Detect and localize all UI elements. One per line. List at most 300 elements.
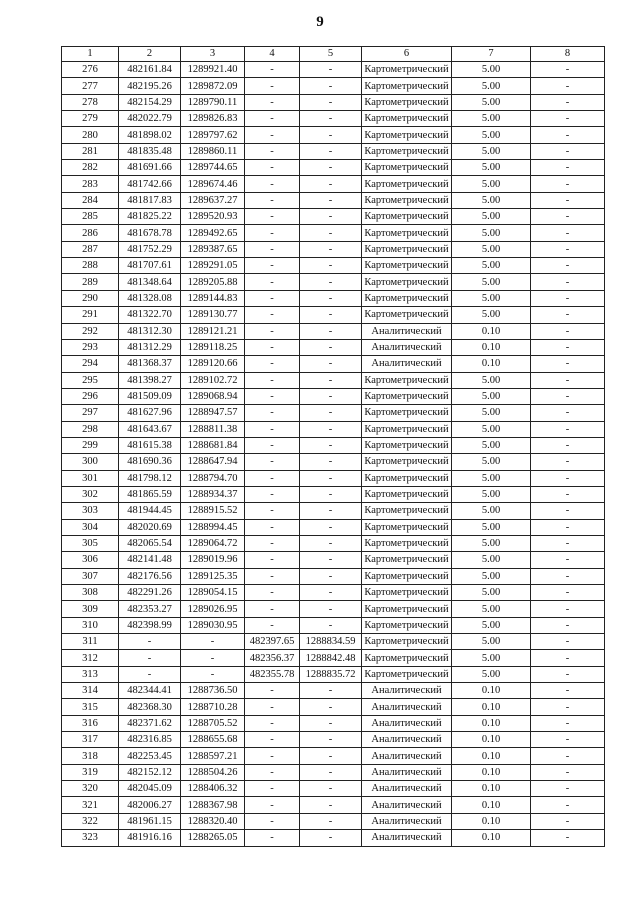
cell-method: Аналитический: [362, 830, 452, 846]
cell-y-new-coordinate: -: [300, 241, 362, 257]
column-header-note: 8: [531, 47, 605, 62]
cell-x-coordinate: 481312.29: [119, 339, 181, 355]
cell-note: -: [531, 127, 605, 143]
cell-accuracy: 0.10: [452, 813, 531, 829]
cell-point-number: 309: [62, 601, 119, 617]
cell-method: Картометрический: [362, 62, 452, 78]
cell-note: -: [531, 143, 605, 159]
cell-y-coordinate: 1289872.09: [181, 78, 245, 94]
cell-point-number: 293: [62, 339, 119, 355]
cell-note: -: [531, 62, 605, 78]
cell-y-coordinate: 1289102.72: [181, 372, 245, 388]
cell-note: -: [531, 650, 605, 666]
cell-y-coordinate: 1288367.98: [181, 797, 245, 813]
cell-x-coordinate: 482141.48: [119, 552, 181, 568]
cell-note: -: [531, 388, 605, 404]
cell-note: -: [531, 258, 605, 274]
cell-note: -: [531, 781, 605, 797]
cell-method: Картометрический: [362, 160, 452, 176]
cell-method: Картометрический: [362, 634, 452, 650]
cell-y-coordinate: 1289054.15: [181, 585, 245, 601]
cell-y-coordinate: 1289019.96: [181, 552, 245, 568]
cell-x-coordinate: 481368.37: [119, 356, 181, 372]
cell-point-number: 287: [62, 241, 119, 257]
cell-y-coordinate: 1288504.26: [181, 764, 245, 780]
cell-y-coordinate: 1289026.95: [181, 601, 245, 617]
cell-x-new-coordinate: 482355.78: [245, 666, 300, 682]
table-row: [62, 732, 605, 748]
cell-y-new-coordinate: -: [300, 372, 362, 388]
cell-x-coordinate: 481916.16: [119, 830, 181, 846]
cell-method: Картометрический: [362, 241, 452, 257]
cell-x-new-coordinate: -: [245, 813, 300, 829]
cell-point-number: 313: [62, 666, 119, 682]
cell-point-number: 302: [62, 486, 119, 502]
cell-y-new-coordinate: -: [300, 732, 362, 748]
cell-accuracy: 5.00: [452, 290, 531, 306]
cell-point-number: 277: [62, 78, 119, 94]
cell-y-new-coordinate: -: [300, 568, 362, 584]
cell-point-number: 284: [62, 192, 119, 208]
table-row: [62, 160, 605, 176]
table-row: [62, 601, 605, 617]
cell-y-coordinate: -: [181, 650, 245, 666]
cell-x-coordinate: 482022.79: [119, 111, 181, 127]
cell-accuracy: 5.00: [452, 241, 531, 257]
cell-point-number: 314: [62, 683, 119, 699]
cell-method: Картометрический: [362, 176, 452, 192]
cell-x-new-coordinate: -: [245, 601, 300, 617]
cell-accuracy: 5.00: [452, 601, 531, 617]
cell-x-new-coordinate: -: [245, 764, 300, 780]
cell-x-coordinate: 482344.41: [119, 683, 181, 699]
table-row: [62, 568, 605, 584]
cell-accuracy: 0.10: [452, 339, 531, 355]
cell-accuracy: 5.00: [452, 127, 531, 143]
cell-accuracy: 5.00: [452, 486, 531, 502]
table-row: [62, 830, 605, 846]
cell-method: Картометрический: [362, 650, 452, 666]
cell-y-new-coordinate: -: [300, 601, 362, 617]
cell-x-new-coordinate: -: [245, 209, 300, 225]
cell-x-coordinate: 481865.59: [119, 486, 181, 502]
cell-y-coordinate: 1288915.52: [181, 503, 245, 519]
table-row: [62, 225, 605, 241]
cell-x-new-coordinate: -: [245, 699, 300, 715]
cell-note: -: [531, 225, 605, 241]
cell-x-coordinate: 481752.29: [119, 241, 181, 257]
cell-point-number: 304: [62, 519, 119, 535]
table-row: [62, 127, 605, 143]
cell-point-number: 306: [62, 552, 119, 568]
cell-x-new-coordinate: -: [245, 486, 300, 502]
cell-accuracy: 0.10: [452, 830, 531, 846]
cell-y-coordinate: 1289121.21: [181, 323, 245, 339]
table-row: [62, 519, 605, 535]
table-row: [62, 486, 605, 502]
cell-x-new-coordinate: -: [245, 258, 300, 274]
cell-accuracy: 5.00: [452, 650, 531, 666]
cell-point-number: 285: [62, 209, 119, 225]
table-row: [62, 258, 605, 274]
cell-method: Картометрический: [362, 78, 452, 94]
cell-point-number: 312: [62, 650, 119, 666]
cell-point-number: 283: [62, 176, 119, 192]
cell-x-new-coordinate: -: [245, 781, 300, 797]
cell-point-number: 296: [62, 388, 119, 404]
cell-note: -: [531, 78, 605, 94]
cell-point-number: 290: [62, 290, 119, 306]
table-row: [62, 290, 605, 306]
cell-x-coordinate: 481798.12: [119, 470, 181, 486]
cell-accuracy: 5.00: [452, 258, 531, 274]
cell-y-coordinate: 1289291.05: [181, 258, 245, 274]
cell-x-coordinate: 481944.45: [119, 503, 181, 519]
cell-y-new-coordinate: -: [300, 127, 362, 143]
cell-accuracy: 5.00: [452, 111, 531, 127]
cell-accuracy: 0.10: [452, 699, 531, 715]
cell-note: -: [531, 813, 605, 829]
cell-y-new-coordinate: -: [300, 160, 362, 176]
cell-x-new-coordinate: -: [245, 241, 300, 257]
cell-y-coordinate: 1289826.83: [181, 111, 245, 127]
cell-y-new-coordinate: -: [300, 715, 362, 731]
cell-y-coordinate: 1288947.57: [181, 405, 245, 421]
cell-y-coordinate: -: [181, 666, 245, 682]
cell-note: -: [531, 634, 605, 650]
cell-note: -: [531, 274, 605, 290]
cell-note: -: [531, 666, 605, 682]
cell-note: -: [531, 94, 605, 110]
cell-y-coordinate: 1288710.28: [181, 699, 245, 715]
table-row: [62, 78, 605, 94]
cell-x-new-coordinate: -: [245, 111, 300, 127]
cell-y-new-coordinate: -: [300, 356, 362, 372]
cell-method: Аналитический: [362, 748, 452, 764]
table-body: [62, 62, 605, 847]
cell-method: Картометрический: [362, 470, 452, 486]
cell-x-new-coordinate: -: [245, 715, 300, 731]
cell-note: -: [531, 192, 605, 208]
cell-y-new-coordinate: -: [300, 830, 362, 846]
cell-x-coordinate: 482353.27: [119, 601, 181, 617]
cell-x-coordinate: 481961.15: [119, 813, 181, 829]
cell-point-number: 298: [62, 421, 119, 437]
cell-x-coordinate: 481898.02: [119, 127, 181, 143]
cell-note: -: [531, 176, 605, 192]
table-row: [62, 176, 605, 192]
cell-point-number: 279: [62, 111, 119, 127]
cell-note: -: [531, 699, 605, 715]
cell-y-coordinate: 1289205.88: [181, 274, 245, 290]
cell-point-number: 295: [62, 372, 119, 388]
cell-y-coordinate: 1288655.68: [181, 732, 245, 748]
cell-accuracy: 0.10: [452, 683, 531, 699]
cell-x-coordinate: 481627.96: [119, 405, 181, 421]
cell-note: -: [531, 715, 605, 731]
cell-point-number: 276: [62, 62, 119, 78]
table-row: [62, 781, 605, 797]
cell-method: Картометрический: [362, 274, 452, 290]
cell-method: Картометрический: [362, 209, 452, 225]
cell-point-number: 317: [62, 732, 119, 748]
table-row: [62, 405, 605, 421]
table-row: [62, 437, 605, 453]
cell-x-coordinate: 481678.78: [119, 225, 181, 241]
cell-point-number: 280: [62, 127, 119, 143]
cell-point-number: 322: [62, 813, 119, 829]
page-number: 9: [316, 14, 324, 30]
cell-x-new-coordinate: -: [245, 372, 300, 388]
cell-note: -: [531, 535, 605, 551]
cell-note: -: [531, 405, 605, 421]
cell-x-coordinate: 481690.36: [119, 454, 181, 470]
cell-x-new-coordinate: -: [245, 78, 300, 94]
cell-accuracy: 5.00: [452, 470, 531, 486]
cell-y-new-coordinate: -: [300, 486, 362, 502]
table-row: [62, 62, 605, 78]
cell-accuracy: 5.00: [452, 454, 531, 470]
cell-note: -: [531, 503, 605, 519]
cell-note: -: [531, 437, 605, 453]
cell-note: -: [531, 830, 605, 846]
cell-y-new-coordinate: -: [300, 552, 362, 568]
cell-accuracy: 5.00: [452, 143, 531, 159]
cell-y-coordinate: 1289125.35: [181, 568, 245, 584]
table-row: [62, 192, 605, 208]
cell-note: -: [531, 617, 605, 633]
cell-y-new-coordinate: 1288835.72: [300, 666, 362, 682]
cell-x-coordinate: 481742.66: [119, 176, 181, 192]
table-row: [62, 748, 605, 764]
cell-accuracy: 5.00: [452, 388, 531, 404]
cell-accuracy: 0.10: [452, 781, 531, 797]
cell-accuracy: 5.00: [452, 519, 531, 535]
cell-x-coordinate: 481707.61: [119, 258, 181, 274]
cell-y-coordinate: 1289144.83: [181, 290, 245, 306]
cell-y-new-coordinate: -: [300, 388, 362, 404]
cell-method: Картометрический: [362, 601, 452, 617]
cell-x-new-coordinate: -: [245, 192, 300, 208]
cell-accuracy: 0.10: [452, 715, 531, 731]
cell-x-coordinate: -: [119, 634, 181, 650]
cell-x-coordinate: 482371.62: [119, 715, 181, 731]
cell-accuracy: 5.00: [452, 94, 531, 110]
cell-x-coordinate: 481835.48: [119, 143, 181, 159]
cell-method: Картометрический: [362, 225, 452, 241]
cell-method: Картометрический: [362, 421, 452, 437]
cell-y-coordinate: 1288265.05: [181, 830, 245, 846]
cell-accuracy: 0.10: [452, 797, 531, 813]
cell-y-new-coordinate: -: [300, 192, 362, 208]
cell-method: Картометрический: [362, 372, 452, 388]
cell-y-new-coordinate: -: [300, 78, 362, 94]
cell-x-coordinate: 481348.64: [119, 274, 181, 290]
cell-method: Картометрический: [362, 568, 452, 584]
cell-x-coordinate: 482161.84: [119, 62, 181, 78]
cell-x-new-coordinate: -: [245, 339, 300, 355]
cell-point-number: 305: [62, 535, 119, 551]
cell-note: -: [531, 421, 605, 437]
cell-accuracy: 0.10: [452, 748, 531, 764]
cell-y-new-coordinate: -: [300, 62, 362, 78]
cell-x-coordinate: 482065.54: [119, 535, 181, 551]
cell-point-number: 310: [62, 617, 119, 633]
cell-accuracy: 5.00: [452, 209, 531, 225]
table-row: [62, 552, 605, 568]
cell-method: Картометрический: [362, 94, 452, 110]
cell-y-new-coordinate: -: [300, 454, 362, 470]
cell-note: -: [531, 111, 605, 127]
table-row: [62, 585, 605, 601]
cell-accuracy: 0.10: [452, 356, 531, 372]
cell-x-coordinate: 482253.45: [119, 748, 181, 764]
cell-y-new-coordinate: -: [300, 94, 362, 110]
cell-y-coordinate: 1289068.94: [181, 388, 245, 404]
cell-y-new-coordinate: -: [300, 699, 362, 715]
cell-note: -: [531, 307, 605, 323]
column-header-x-new-coordinate: 4: [245, 47, 300, 62]
cell-x-new-coordinate: -: [245, 437, 300, 453]
cell-accuracy: 0.10: [452, 323, 531, 339]
cell-y-new-coordinate: -: [300, 258, 362, 274]
cell-x-new-coordinate: -: [245, 94, 300, 110]
table-row: [62, 503, 605, 519]
cell-note: -: [531, 519, 605, 535]
cell-note: -: [531, 748, 605, 764]
cell-y-new-coordinate: -: [300, 797, 362, 813]
table-row: [62, 339, 605, 355]
cell-accuracy: 5.00: [452, 274, 531, 290]
cell-x-new-coordinate: -: [245, 62, 300, 78]
cell-y-new-coordinate: -: [300, 683, 362, 699]
cell-method: Картометрический: [362, 585, 452, 601]
cell-x-new-coordinate: -: [245, 225, 300, 241]
cell-accuracy: 5.00: [452, 372, 531, 388]
cell-method: Картометрический: [362, 111, 452, 127]
cell-x-coordinate: 482368.30: [119, 699, 181, 715]
cell-note: -: [531, 601, 605, 617]
cell-method: Картометрический: [362, 519, 452, 535]
cell-accuracy: 0.10: [452, 764, 531, 780]
cell-accuracy: 5.00: [452, 192, 531, 208]
cell-x-new-coordinate: -: [245, 568, 300, 584]
cell-method: Аналитический: [362, 732, 452, 748]
cell-y-new-coordinate: -: [300, 503, 362, 519]
cell-x-coordinate: 482045.09: [119, 781, 181, 797]
table-row: [62, 797, 605, 813]
cell-x-new-coordinate: -: [245, 503, 300, 519]
cell-x-new-coordinate: -: [245, 290, 300, 306]
cell-y-new-coordinate: -: [300, 748, 362, 764]
cell-method: Картометрический: [362, 503, 452, 519]
cell-x-new-coordinate: -: [245, 356, 300, 372]
column-header-y-coordinate: 3: [181, 47, 245, 62]
cell-method: Картометрический: [362, 666, 452, 682]
cell-x-coordinate: 481825.22: [119, 209, 181, 225]
cell-point-number: 319: [62, 764, 119, 780]
cell-y-coordinate: 1288705.52: [181, 715, 245, 731]
cell-note: -: [531, 323, 605, 339]
cell-x-new-coordinate: -: [245, 552, 300, 568]
cell-method: Аналитический: [362, 781, 452, 797]
table-row: [62, 813, 605, 829]
cell-accuracy: 5.00: [452, 535, 531, 551]
cell-method: Аналитический: [362, 339, 452, 355]
cell-note: -: [531, 454, 605, 470]
cell-note: -: [531, 209, 605, 225]
cell-y-coordinate: -: [181, 634, 245, 650]
cell-accuracy: 5.00: [452, 78, 531, 94]
cell-y-new-coordinate: -: [300, 111, 362, 127]
cell-method: Картометрический: [362, 535, 452, 551]
cell-accuracy: 5.00: [452, 552, 531, 568]
cell-note: -: [531, 732, 605, 748]
cell-y-new-coordinate: -: [300, 209, 362, 225]
cell-x-coordinate: 481328.08: [119, 290, 181, 306]
cell-x-new-coordinate: -: [245, 748, 300, 764]
cell-accuracy: 5.00: [452, 421, 531, 437]
cell-x-coordinate: 482154.29: [119, 94, 181, 110]
cell-x-new-coordinate: -: [245, 470, 300, 486]
table-row: [62, 666, 605, 682]
table-row: [62, 650, 605, 666]
cell-y-coordinate: 1289120.66: [181, 356, 245, 372]
cell-y-new-coordinate: -: [300, 339, 362, 355]
column-header-method: 6: [362, 47, 452, 62]
cell-method: Аналитический: [362, 715, 452, 731]
cell-note: -: [531, 372, 605, 388]
cell-note: -: [531, 486, 605, 502]
cell-x-new-coordinate: -: [245, 454, 300, 470]
cell-accuracy: 5.00: [452, 225, 531, 241]
cell-x-coordinate: -: [119, 666, 181, 682]
cell-x-new-coordinate: -: [245, 274, 300, 290]
cell-accuracy: 5.00: [452, 503, 531, 519]
cell-y-coordinate: 1288934.37: [181, 486, 245, 502]
cell-y-coordinate: 1288597.21: [181, 748, 245, 764]
cell-y-coordinate: 1289130.77: [181, 307, 245, 323]
cell-accuracy: 5.00: [452, 160, 531, 176]
cell-method: Картометрический: [362, 617, 452, 633]
cell-y-new-coordinate: 1288842.48: [300, 650, 362, 666]
cell-x-new-coordinate: -: [245, 830, 300, 846]
cell-y-new-coordinate: -: [300, 274, 362, 290]
cell-y-coordinate: 1288647.94: [181, 454, 245, 470]
cell-x-new-coordinate: -: [245, 127, 300, 143]
cell-y-coordinate: 1289387.65: [181, 241, 245, 257]
table-row: [62, 388, 605, 404]
cell-x-new-coordinate: -: [245, 143, 300, 159]
cell-x-new-coordinate: -: [245, 323, 300, 339]
cell-point-number: 318: [62, 748, 119, 764]
cell-y-new-coordinate: -: [300, 307, 362, 323]
cell-method: Аналитический: [362, 699, 452, 715]
cell-y-coordinate: 1289674.46: [181, 176, 245, 192]
column-header-y-new-coordinate: 5: [300, 47, 362, 62]
cell-x-coordinate: 481643.67: [119, 421, 181, 437]
cell-x-coordinate: 481817.83: [119, 192, 181, 208]
table-row: [62, 535, 605, 551]
cell-method: Картометрический: [362, 486, 452, 502]
cell-x-coordinate: 482152.12: [119, 764, 181, 780]
cell-y-new-coordinate: -: [300, 764, 362, 780]
cell-point-number: 307: [62, 568, 119, 584]
cell-note: -: [531, 683, 605, 699]
cell-x-new-coordinate: -: [245, 388, 300, 404]
cell-accuracy: 5.00: [452, 405, 531, 421]
cell-x-new-coordinate: -: [245, 585, 300, 601]
